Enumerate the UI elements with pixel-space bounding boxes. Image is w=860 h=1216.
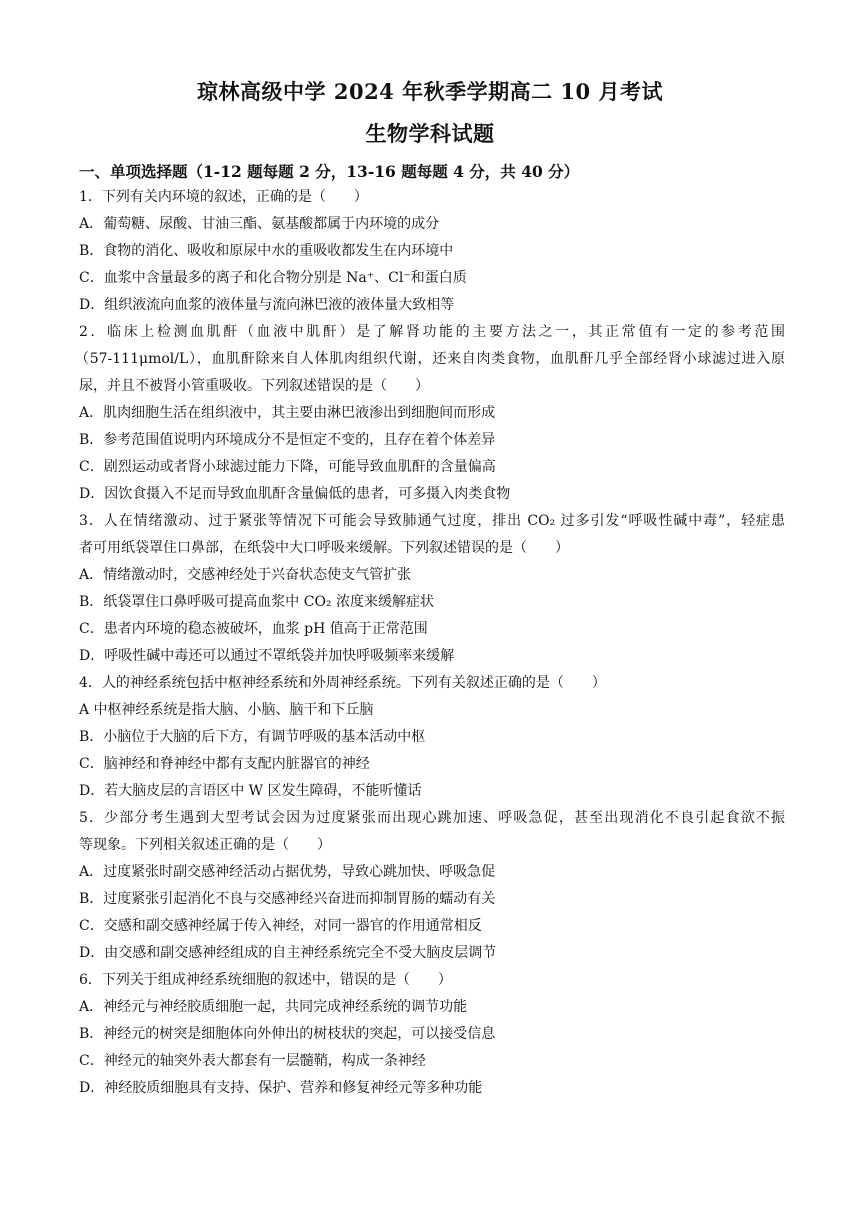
- question-6-option-c: C．神经元的轴突外表大都套有一层髓鞘，构成一条神经: [79, 1053, 426, 1069]
- question-2-stem-line-1: 2．临床上检测血肌酐（血液中肌酐）是了解肾功能的主要方法之一，其正常值有一定的参考范围: [79, 324, 785, 340]
- question-1-option-c: C．血浆中含量最多的离子和化合物分别是 Na⁺、Cl⁻和蛋白质: [79, 270, 467, 286]
- question-5-stem-line-2: 等现象。下列相关叙述正确的是（ ）: [79, 837, 331, 853]
- exam-title: 琼林高级中学 2024 年秋季学期高二 10 月考试: [197, 79, 663, 104]
- question-3-stem-line-1: 3．人在情绪激动、过于紧张等情况下可能会导致肺通气过度，排出 CO₂ 过多引发“呼吸性碱中毒”，轻症患: [79, 513, 785, 529]
- question-4-option-d: D．若大脑皮层的言语区中 W 区发生障碍，不能听懂话: [79, 783, 422, 799]
- question-3-stem-line-2: 者可用纸袋罩住口鼻部，在纸袋中大口呼吸来缓解。下列叙述错误的是（ ）: [79, 540, 569, 556]
- exam-subtitle: 生物学科试题: [365, 121, 495, 146]
- question-6-option-a: A．神经元与神经胶质细胞一起，共同完成神经系统的调节功能: [79, 999, 468, 1015]
- section-heading: 一、单项选择题（1-12 题每题 2 分，13-16 题每题 4 分，共 40 分）: [79, 162, 580, 181]
- question-4-option-c: C．脑神经和脊神经中都有支配内脏器官的神经: [79, 756, 370, 772]
- question-1-stem: 1．下列有关内环境的叙述，正确的是（ ）: [79, 189, 368, 205]
- question-5-option-a: A．过度紧张时副交感神经活动占据优势，导致心跳加快、呼吸急促: [79, 864, 496, 880]
- question-6-option-b: B．神经元的树突是细胞体向外伸出的树枝状的突起，可以接受信息: [79, 1026, 496, 1042]
- question-6-stem: 6．下列关于组成神经系统细胞的叙述中，错误的是（ ）: [79, 972, 452, 988]
- question-2-option-c: C．剧烈运动或者肾小球滤过能力下降，可能导致血肌酐的含量偏高: [79, 459, 496, 475]
- question-list: [75, 184, 785, 1102]
- question-1-option-d: D．组织液流向血浆的液体量与流向淋巴液的液体量大致相等: [79, 297, 455, 313]
- question-1-option-a: A．葡萄糖、尿酸、甘油三酯、氨基酸都属于内环境的成分: [79, 216, 440, 232]
- question-2-option-b: B．参考范围值说明内环境成分不是恒定不变的，且存在着个体差异: [79, 432, 496, 448]
- question-5-option-c: C．交感和副交感神经属于传入神经，对同一器官的作用通常相反: [79, 918, 482, 934]
- question-3-option-d: D．呼吸性碱中毒还可以通过不罩纸袋并加快呼吸频率来缓解: [79, 648, 455, 664]
- question-6-option-d: D．神经胶质细胞具有支持、保护、营养和修复神经元等多种功能: [79, 1080, 483, 1096]
- question-5-option-b: B．过度紧张引起消化不良与交感神经兴奋进而抑制胃肠的蠕动有关: [79, 891, 496, 907]
- question-2-stem-line-3: 尿，并且不被肾小管重吸收。下列叙述错误的是（ ）: [79, 378, 429, 394]
- question-1-option-b: B．食物的消化、吸收和原尿中水的重吸收都发生在内环境中: [79, 243, 454, 259]
- question-4-option-a: A 中枢神经系统是指大脑、小脑、脑干和下丘脑: [79, 702, 374, 718]
- question-4-option-b: B．小脑位于大脑的后下方，有调节呼吸的基本活动中枢: [79, 729, 426, 745]
- question-2-option-a: A．肌肉细胞生活在组织液中，其主要由淋巴液渗出到细胞间而形成: [79, 405, 496, 421]
- question-5-stem-line-1: 5．少部分考生遇到大型考试会因为过度紧张而出现心跳加速、呼吸急促，甚至出现消化不良引起食欲不振: [79, 810, 785, 826]
- question-3-option-b: B．纸袋罩住口鼻呼吸可提高血浆中 CO₂ 浓度来缓解症状: [79, 594, 434, 610]
- question-2-stem-line-2: （57-111μmol/L），血肌酐除来自人体肌肉组织代谢，还来自肉类食物，血肌酐几乎全部经肾小球滤过进入原: [75, 351, 785, 367]
- question-2-option-d: D．因饮食摄入不足而导致血肌酐含量偏低的患者，可多摄入肉类食物: [79, 486, 511, 502]
- question-4-stem: 4．人的神经系统包括中枢神经系统和外周神经系统。下列有关叙述正确的是（ ）: [79, 675, 606, 691]
- question-3-option-c: C．患者内环境的稳态被破坏，血浆 pH 值高于正常范围: [79, 621, 428, 637]
- question-5-option-d: D．由交感和副交感神经组成的自主神经系统完全不受大脑皮层调节: [79, 945, 497, 961]
- question-3-option-a: A．情绪激动时，交感神经处于兴奋状态使支气管扩张: [79, 567, 412, 583]
